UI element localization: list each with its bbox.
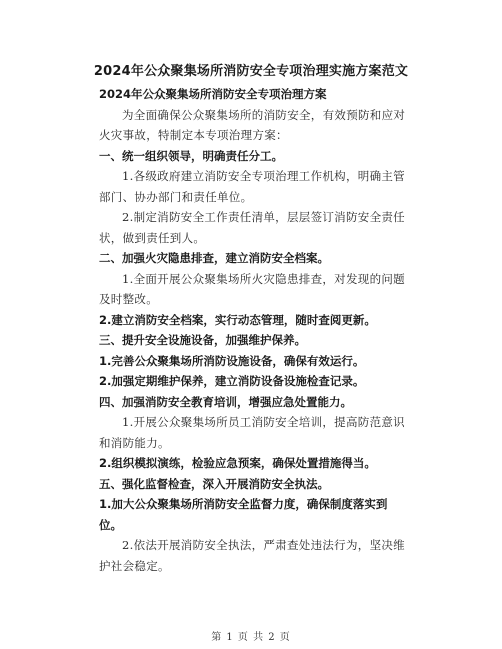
section-heading: 四、加强消防安全教育培训，增强应急处置能力。 xyxy=(99,394,352,409)
document-title: 2024年公众聚集场所消防安全专项治理实施方案范文 xyxy=(93,64,409,79)
bold-paragraph: 2.组织模拟演练，检验应急预案，确保处置措施得当。 xyxy=(99,456,376,470)
body-paragraph: 1.开展公众聚集场所员工消防安全培训，提高防范意识和消防能力。 xyxy=(99,415,405,450)
page-number-footer: 第 1 页 共 2 页 xyxy=(211,632,291,643)
section-heading: 一、统一组织领导，明确责任分工。 xyxy=(99,148,283,163)
bold-paragraph: 1.完善公众聚集场所消防设施设备，确保有效运行。 xyxy=(99,353,365,368)
document-body xyxy=(99,84,409,576)
body-paragraph: 为全面确保公众聚集场所的消防安全，有效预防和应对火灾事故，特制定本专项治理方案： xyxy=(99,107,406,142)
section-heading: 五、强化监督检查，深入开展消防安全执法。 xyxy=(99,476,329,491)
body-paragraph: 1.全面开展公众聚集场所火灾隐患排查，对发现的问题及时整改。 xyxy=(99,271,405,306)
body-paragraph: 1.各级政府建立消防安全专项治理工作机构，明确主管部门、协办部门和责任单位。 xyxy=(99,169,405,204)
bold-paragraph: 2.建立消防安全档案，实行动态管理，随时查阅更新。 xyxy=(99,312,376,327)
body-paragraph: 2.依法开展消防安全执法，严肃查处违法行为，坚决维护社会稳定。 xyxy=(99,538,405,573)
document-subtitle: 2024年公众聚集场所消防安全专项治理方案 xyxy=(99,87,327,101)
section-heading: 三、提升安全设施设备，加强维护保养。 xyxy=(99,333,306,347)
bold-paragraph: 2.加强定期维护保养，建立消防设备设施检查记录。 xyxy=(99,374,365,388)
paragraph-list xyxy=(99,105,409,577)
body-paragraph: 2.制定消防安全工作责任清单，层层签订消防安全责任状，做到责任到人。 xyxy=(99,210,405,245)
bold-paragraph: 1.加大公众聚集场所消防安全监督力度，确保制度落实到位。 xyxy=(99,497,388,532)
section-heading: 二、加强火灾隐患排查，建立消防安全档案。 xyxy=(99,251,329,265)
